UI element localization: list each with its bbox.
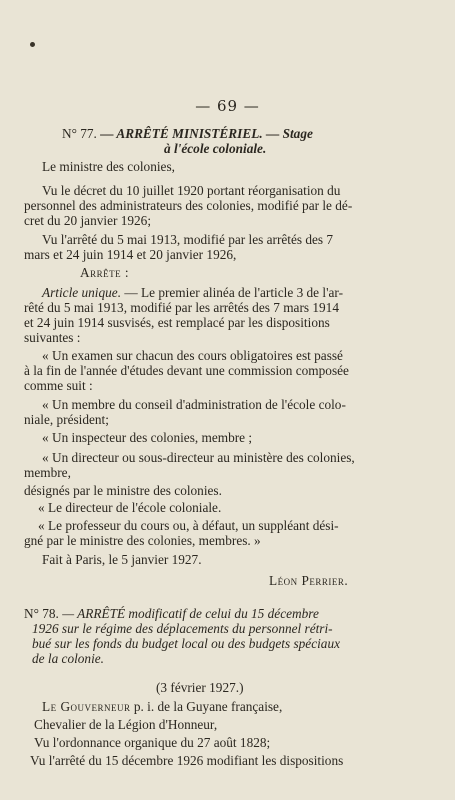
text-line: « Un directeur ou sous-directeur au ministère des colonies,: [42, 450, 355, 465]
article-78-number: N° 78.: [24, 606, 59, 621]
article-78-title: — ARRÊTÉ modificatif de celui du 15 décembre: [58, 606, 319, 621]
text-line: Vu l'arrêté du 15 décembre 1926 modifiant les dispositions: [30, 753, 344, 768]
arrete-heading: Arrête :: [80, 265, 130, 280]
text-line: « Le directeur de l'école coloniale.: [38, 500, 222, 515]
gouverneur-text: p. i. de la Guyane française,: [130, 699, 283, 714]
text-line: et 24 juin 1914 susvisés, est remplacé par les dispositions: [24, 315, 330, 330]
article-78-date: (3 février 1927.): [156, 680, 244, 695]
article-78-title-cont: 1926 sur le régime des déplacements du personnel rétri-: [32, 621, 333, 636]
signature: Léon Perrier.: [269, 573, 349, 588]
text-line: « Un membre du conseil d'administration de l'école colo-: [42, 397, 346, 412]
gouverneur-label: Le Gouverneur: [42, 699, 131, 714]
text-line: comme suit :: [24, 378, 93, 393]
text-line: membre,: [24, 465, 71, 480]
text-line: suivantes :: [24, 330, 81, 345]
text-line: Fait à Paris, le 5 janvier 1927.: [42, 552, 202, 567]
text-line: rêté du 5 mai 1913, modifié par les arrêtés des 7 mars 1914: [24, 300, 339, 315]
article-unique-text: — Le premier alinéa de l'article 3 de l'ar-: [121, 285, 343, 300]
text-line: « Un examen sur chacun des cours obligatoires est passé: [42, 348, 343, 363]
article-77-title: — ARRÊTÉ MINISTÉRIEL. — Stage: [100, 126, 313, 141]
text-line: [42, 285, 343, 301]
text-line: « Le professeur du cours ou, à défaut, un suppléant dési-: [38, 518, 339, 533]
text-line: à la fin de l'année d'études devant une commission composée: [24, 363, 349, 378]
article-78: [24, 606, 319, 622]
text-line: [42, 699, 282, 715]
article-unique-label: Article unique.: [42, 285, 122, 300]
text-line: Le ministre des colonies,: [42, 159, 175, 174]
text-line: personnel des administrateurs des colonies, modifié par le dé-: [24, 198, 353, 213]
article-77: [62, 126, 313, 142]
text-line: Vu le décret du 10 juillet 1920 portant réorganisation du: [42, 183, 341, 198]
text-line: gné par le ministre des colonies, membres. »: [24, 533, 261, 548]
text-line: Vu l'arrêté du 5 mai 1913, modifié par les arrêtés des 7: [42, 232, 334, 247]
page-number: — 69 —: [195, 97, 260, 115]
article-78-title-cont: bué sur les fonds du budget local ou des budgets spéciaux: [32, 636, 341, 651]
text-line: désignés par le ministre des colonies.: [24, 483, 222, 498]
text-line: mars et 24 juin 1914 et 20 janvier 1926,: [24, 247, 237, 262]
text-line: Vu l'ordonnance organique du 27 août 1828;: [34, 735, 271, 750]
article-78-title-cont: de la colonie.: [32, 651, 105, 666]
article-77-number: N° 77.: [62, 126, 97, 141]
text-line: niale, président;: [24, 412, 109, 427]
article-77-title-cont: à l'école coloniale.: [164, 141, 267, 156]
text-line: « Un inspecteur des colonies, membre ;: [42, 430, 253, 445]
text-line: Chevalier de la Légion d'Honneur,: [34, 717, 218, 732]
text-line: cret du 20 janvier 1926;: [24, 213, 152, 228]
ink-dot: [30, 42, 35, 47]
